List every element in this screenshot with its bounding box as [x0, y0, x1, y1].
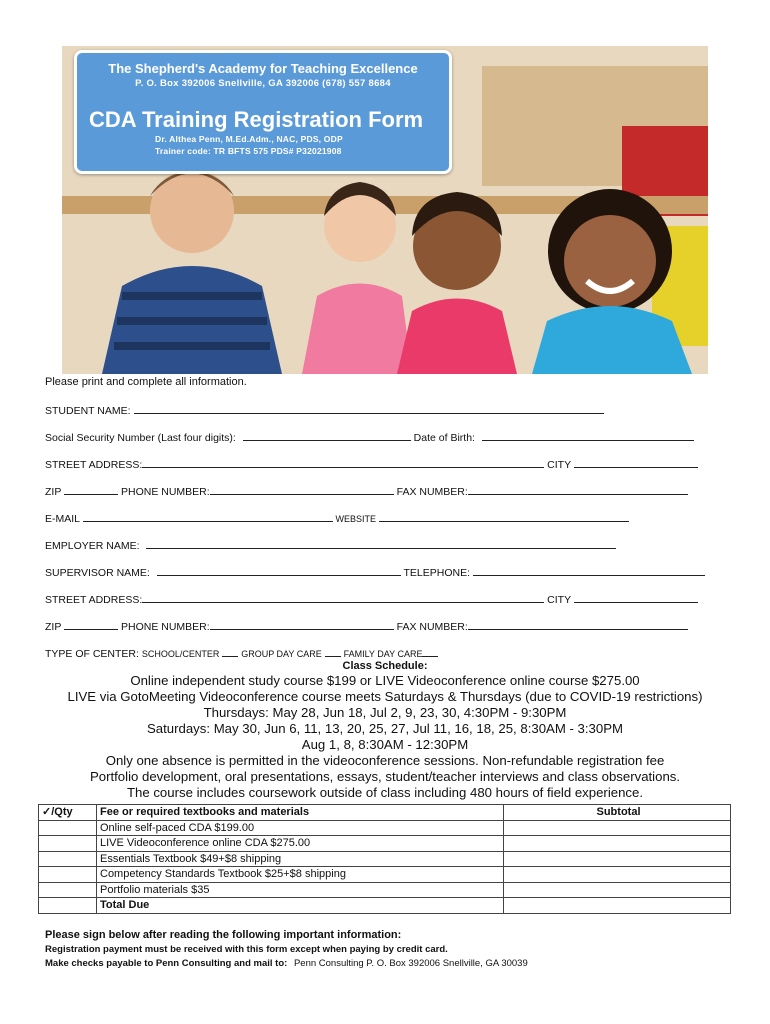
form-title: CDA Training Registration Form: [89, 107, 424, 132]
table-row: [39, 836, 731, 852]
instruction: Please print and complete all information.: [45, 376, 247, 388]
fax-label: FAX NUMBER:: [396, 486, 468, 498]
subtotal-cell[interactable]: [504, 882, 731, 898]
zip-field-2[interactable]: [64, 619, 118, 630]
supervisor-label: SUPERVISOR NAME:: [45, 567, 150, 579]
fee-cell: Competency Standards Textbook $25+$8 shipping: [97, 867, 504, 883]
zip-field[interactable]: [64, 484, 118, 495]
table-header-row: [39, 805, 731, 821]
city-field[interactable]: [574, 457, 698, 468]
schedule-line: Portfolio development, oral presentations, essays, student/teacher interviews and class observations.: [89, 769, 681, 784]
street-row: [45, 457, 698, 471]
header-banner: [74, 50, 452, 174]
subtotal-cell[interactable]: [504, 867, 731, 883]
table-row: [39, 882, 731, 898]
schedule-line: Online independent study course $199 or LIVE Videoconference online course $275.00: [130, 673, 640, 688]
org-name: The Shepherd's Academy for Teaching Excellence: [108, 61, 418, 76]
schedule-line: Only one absence is permitted in the videoconference sessions. Non-refundable registration fee: [105, 753, 665, 768]
fax-field[interactable]: [468, 484, 688, 495]
fee-cell: Online self-paced CDA $199.00: [97, 820, 504, 836]
checks-row: [45, 958, 528, 969]
website-label: WEBSITE: [335, 514, 376, 524]
qty-header: ✓/Qty: [39, 805, 97, 821]
payment-note: Registration payment must be received with this form except when paying by credit card.: [45, 944, 448, 955]
city-label: CITY: [547, 459, 571, 471]
ssn-label: Social Security Number (Last four digits):: [45, 432, 236, 444]
total-cell[interactable]: [504, 898, 731, 914]
schedule-line: Saturdays: May 30, Jun 6, 11, 13, 20, 25, 27, Jul 11, 16, 18, 25, 8:30AM - 3:30PM: [146, 721, 623, 736]
schedule-line: The course includes coursework outside of class including 480 hours of field experience.: [126, 785, 644, 800]
checks-address: Penn Consulting P. O. Box 392006 Snellville, GA 30039: [293, 958, 528, 969]
city-field-2[interactable]: [574, 592, 698, 603]
city-label-2: CITY: [547, 594, 571, 606]
schedule-line: Thursdays: May 28, Jun 18, Jul 2, 9, 23, 30, 4:30PM - 9:30PM: [203, 705, 567, 720]
fee-cell: Essentials Textbook $49+$8 shipping: [97, 851, 504, 867]
dob-label: Date of Birth:: [413, 432, 475, 444]
group-daycare-option: GROUP DAY CARE: [241, 649, 322, 659]
supervisor-row: [45, 565, 705, 579]
fee-header: Fee or required textbooks and materials: [97, 805, 504, 821]
fee-cell: LIVE Videoconference online CDA $275.00: [97, 836, 504, 852]
school-center-checkbox[interactable]: [222, 646, 238, 657]
school-center-option: SCHOOL/CENTER: [141, 649, 220, 659]
zip-row-2: [45, 619, 688, 633]
checks-label: Make checks payable to Penn Consulting and mail to:: [45, 958, 288, 969]
table-row: [39, 867, 731, 883]
street-field-2[interactable]: [142, 592, 544, 603]
table-row: [39, 851, 731, 867]
subtotal-cell[interactable]: [504, 820, 731, 836]
zip-label: ZIP: [45, 486, 62, 498]
email-label: E-MAIL: [45, 513, 80, 525]
street-label: STREET ADDRESS:: [45, 459, 143, 471]
street-label-2: STREET ADDRESS:: [45, 594, 143, 606]
qty-cell[interactable]: [39, 820, 97, 836]
phone-field-2[interactable]: [210, 619, 394, 630]
total-row: [39, 898, 731, 914]
group-daycare-checkbox[interactable]: [325, 646, 341, 657]
center-type-label: TYPE OF CENTER:: [45, 648, 139, 660]
table-row: [39, 820, 731, 836]
fax-label-2: FAX NUMBER:: [396, 621, 468, 633]
telephone-field[interactable]: [473, 565, 705, 576]
dob-field[interactable]: [482, 430, 694, 441]
supervisor-field[interactable]: [157, 565, 401, 576]
ssn-field[interactable]: [243, 430, 411, 441]
street-field[interactable]: [142, 457, 544, 468]
employer-label: EMPLOYER NAME:: [45, 540, 140, 552]
phone-label: PHONE NUMBER:: [121, 486, 210, 498]
employer-field[interactable]: [146, 538, 616, 549]
telephone-label: TELEPHONE:: [403, 567, 471, 579]
qty-cell[interactable]: [39, 851, 97, 867]
schedule-line: LIVE via GotoMeeting Videoconference course meets Saturdays & Thursdays (due to COVID-19 restrictions): [67, 689, 703, 704]
family-daycare-checkbox[interactable]: [422, 646, 438, 657]
schedule-heading: Class Schedule:: [342, 660, 428, 672]
fee-cell: Portfolio materials $35: [97, 882, 504, 898]
zip-label-2: ZIP: [45, 621, 62, 633]
email-field[interactable]: [83, 511, 333, 522]
phone-field[interactable]: [210, 484, 394, 495]
ssn-row: [45, 430, 694, 444]
qty-cell[interactable]: [39, 867, 97, 883]
fees-table: [38, 804, 731, 914]
student-name-label: STUDENT NAME:: [45, 405, 131, 417]
street-row-2: [45, 592, 698, 606]
class-schedule: [0, 659, 770, 801]
qty-cell: [39, 898, 97, 914]
student-name-field[interactable]: [134, 403, 604, 414]
email-row: [45, 511, 629, 525]
total-label: Total Due: [97, 898, 504, 914]
subtotal-cell[interactable]: [504, 836, 731, 852]
org-address: P. O. Box 392006 Snellville, GA 392006 (678) 557 8684: [135, 78, 391, 89]
website-field[interactable]: [379, 511, 629, 522]
zip-row: [45, 484, 688, 498]
subtotal-header: Subtotal: [504, 805, 731, 821]
fax-field-2[interactable]: [468, 619, 688, 630]
qty-cell[interactable]: [39, 836, 97, 852]
family-daycare-option: FAMILY DAY CARE: [343, 649, 423, 659]
trainer-code: Trainer code: TR BFTS 575 PDS# P32021908: [155, 146, 342, 156]
trainer-name: Dr. Althea Penn, M.Ed.Adm., NAC, PDS, ODP: [155, 134, 343, 144]
subtotal-cell[interactable]: [504, 851, 731, 867]
center-type-row: [45, 646, 438, 660]
sign-note: Please sign below after reading the following important information:: [45, 929, 402, 941]
student-name-row: [45, 403, 604, 417]
schedule-line: Aug 1, 8, 8:30AM - 12:30PM: [301, 737, 469, 752]
qty-cell[interactable]: [39, 882, 97, 898]
employer-row: [45, 538, 616, 552]
phone-label-2: PHONE NUMBER:: [121, 621, 210, 633]
